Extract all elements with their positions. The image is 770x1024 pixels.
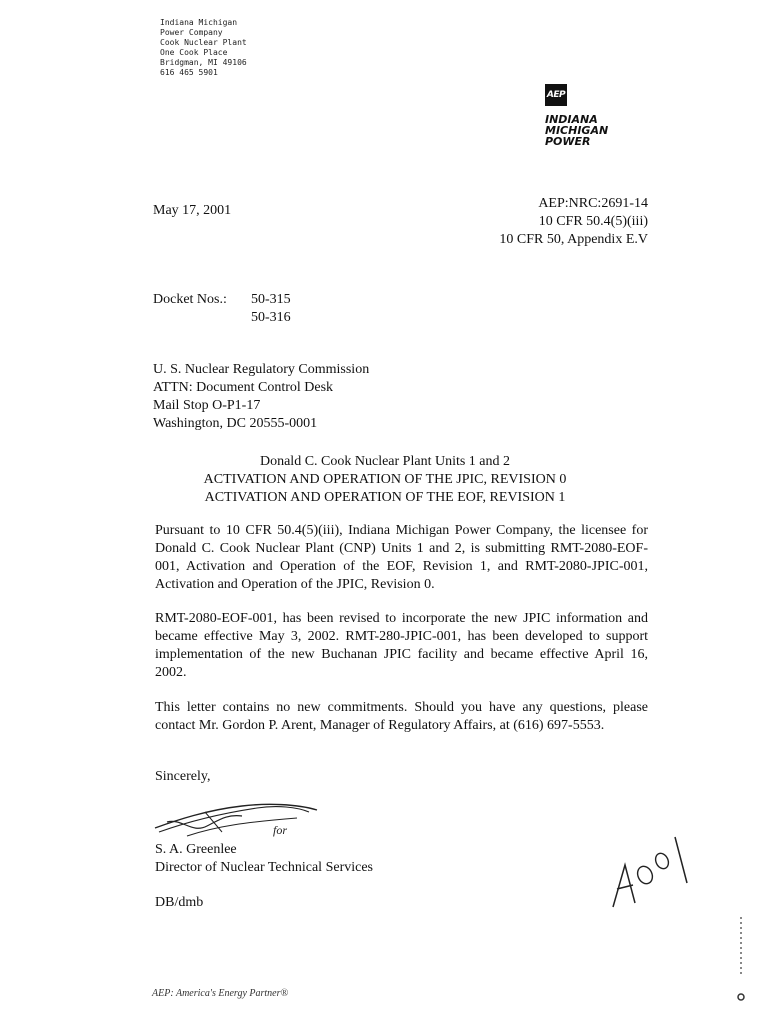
body-paragraph: RMT-2080-EOF-001, has been revised to incorporate the new JPIC information and became effective May 3, 2002. RMT-280-JPIC-001, has been developed to support implementation of the new Buchanan JPIC facility and became effective April 16, 2002. — [155, 611, 648, 680]
subject-line: ACTIVATION AND OPERATION OF THE EOF, REVISION 1 — [204, 490, 566, 505]
body-paragraph: This letter contains no new commitments. Should you have any questions, please contact Mr. Gordon P. Arent, Manager of Regulatory Affairs, at (616) 697-5553. — [155, 700, 648, 733]
sender-line: Indiana Michigan — [160, 18, 238, 27]
margin-mark-icon — [735, 915, 747, 1005]
signer-title: Director of Nuclear Technical Services — [155, 860, 373, 875]
docket-number: 50-315 — [251, 292, 291, 307]
sender-line: One Cook Place — [160, 48, 228, 57]
aep-logo-icon: AEP — [545, 84, 567, 106]
handwritten-signature-icon — [147, 792, 327, 844]
address-line: Mail Stop O-P1-17 — [153, 398, 261, 413]
address-line: U. S. Nuclear Regulatory Commission — [153, 362, 370, 377]
handwritten-stamp — [605, 825, 695, 920]
address-line: ATTN: Document Control Desk — [153, 380, 334, 395]
signer-name: S. A. Greenlee — [155, 842, 237, 857]
logo-name — [545, 114, 608, 147]
reference-line: 10 CFR 50, Appendix E.V — [499, 232, 648, 247]
typist-initials: DB/dmb — [155, 895, 204, 910]
subject-line: Donald C. Cook Nuclear Plant Units 1 and 2 — [259, 454, 511, 469]
signature-for-note: for — [273, 823, 288, 837]
footer-tagline: AEP: America's Energy Partner® — [152, 988, 289, 999]
docket-label: Docket Nos.: — [153, 292, 227, 307]
subject-line: ACTIVATION AND OPERATION OF THE JPIC, REVISION 0 — [203, 472, 567, 487]
logo-name-line: POWER — [545, 135, 591, 148]
sender-address-block — [160, 18, 247, 78]
reference-block — [499, 195, 648, 249]
body-paragraph: Pursuant to 10 CFR 50.4(5)(iii), Indiana Michigan Power Company, the licensee for Donald C. Cook Nuclear Plant (CNP) Units 1 and 2, is submitting RMT-2080-EOF-001, Activation and Operation of the EOF, Revision 1, and RMT-2080-JPIC-001, Activation and Operation of the JPIC, Revision 0. — [155, 523, 648, 592]
sender-line: Power Company — [160, 28, 223, 37]
docket-number: 50-316 — [251, 310, 291, 325]
logo-name-line: INDIANA — [545, 113, 598, 126]
subject-block — [160, 453, 610, 507]
letter-date: May 17, 2001 — [153, 203, 232, 218]
logo-name-line: MICHIGAN — [545, 124, 609, 137]
sender-line: Cook Nuclear Plant — [160, 38, 247, 47]
scan-margin-mark — [735, 915, 747, 1010]
sender-line: 616 465 5901 — [160, 68, 218, 77]
reference-line: 10 CFR 50.4(5)(iii) — [538, 214, 648, 229]
address-line: Washington, DC 20555-0001 — [153, 416, 318, 431]
docket-block — [153, 291, 291, 327]
signer-block — [155, 841, 373, 877]
handwritten-a001-icon — [605, 825, 695, 915]
reference-line: AEP:NRC:2691-14 — [538, 196, 648, 211]
company-logo — [545, 84, 608, 147]
recipient-address — [153, 361, 369, 433]
sender-line: Bridgman, MI 49106 — [160, 58, 247, 67]
closing: Sincerely, — [155, 769, 211, 784]
